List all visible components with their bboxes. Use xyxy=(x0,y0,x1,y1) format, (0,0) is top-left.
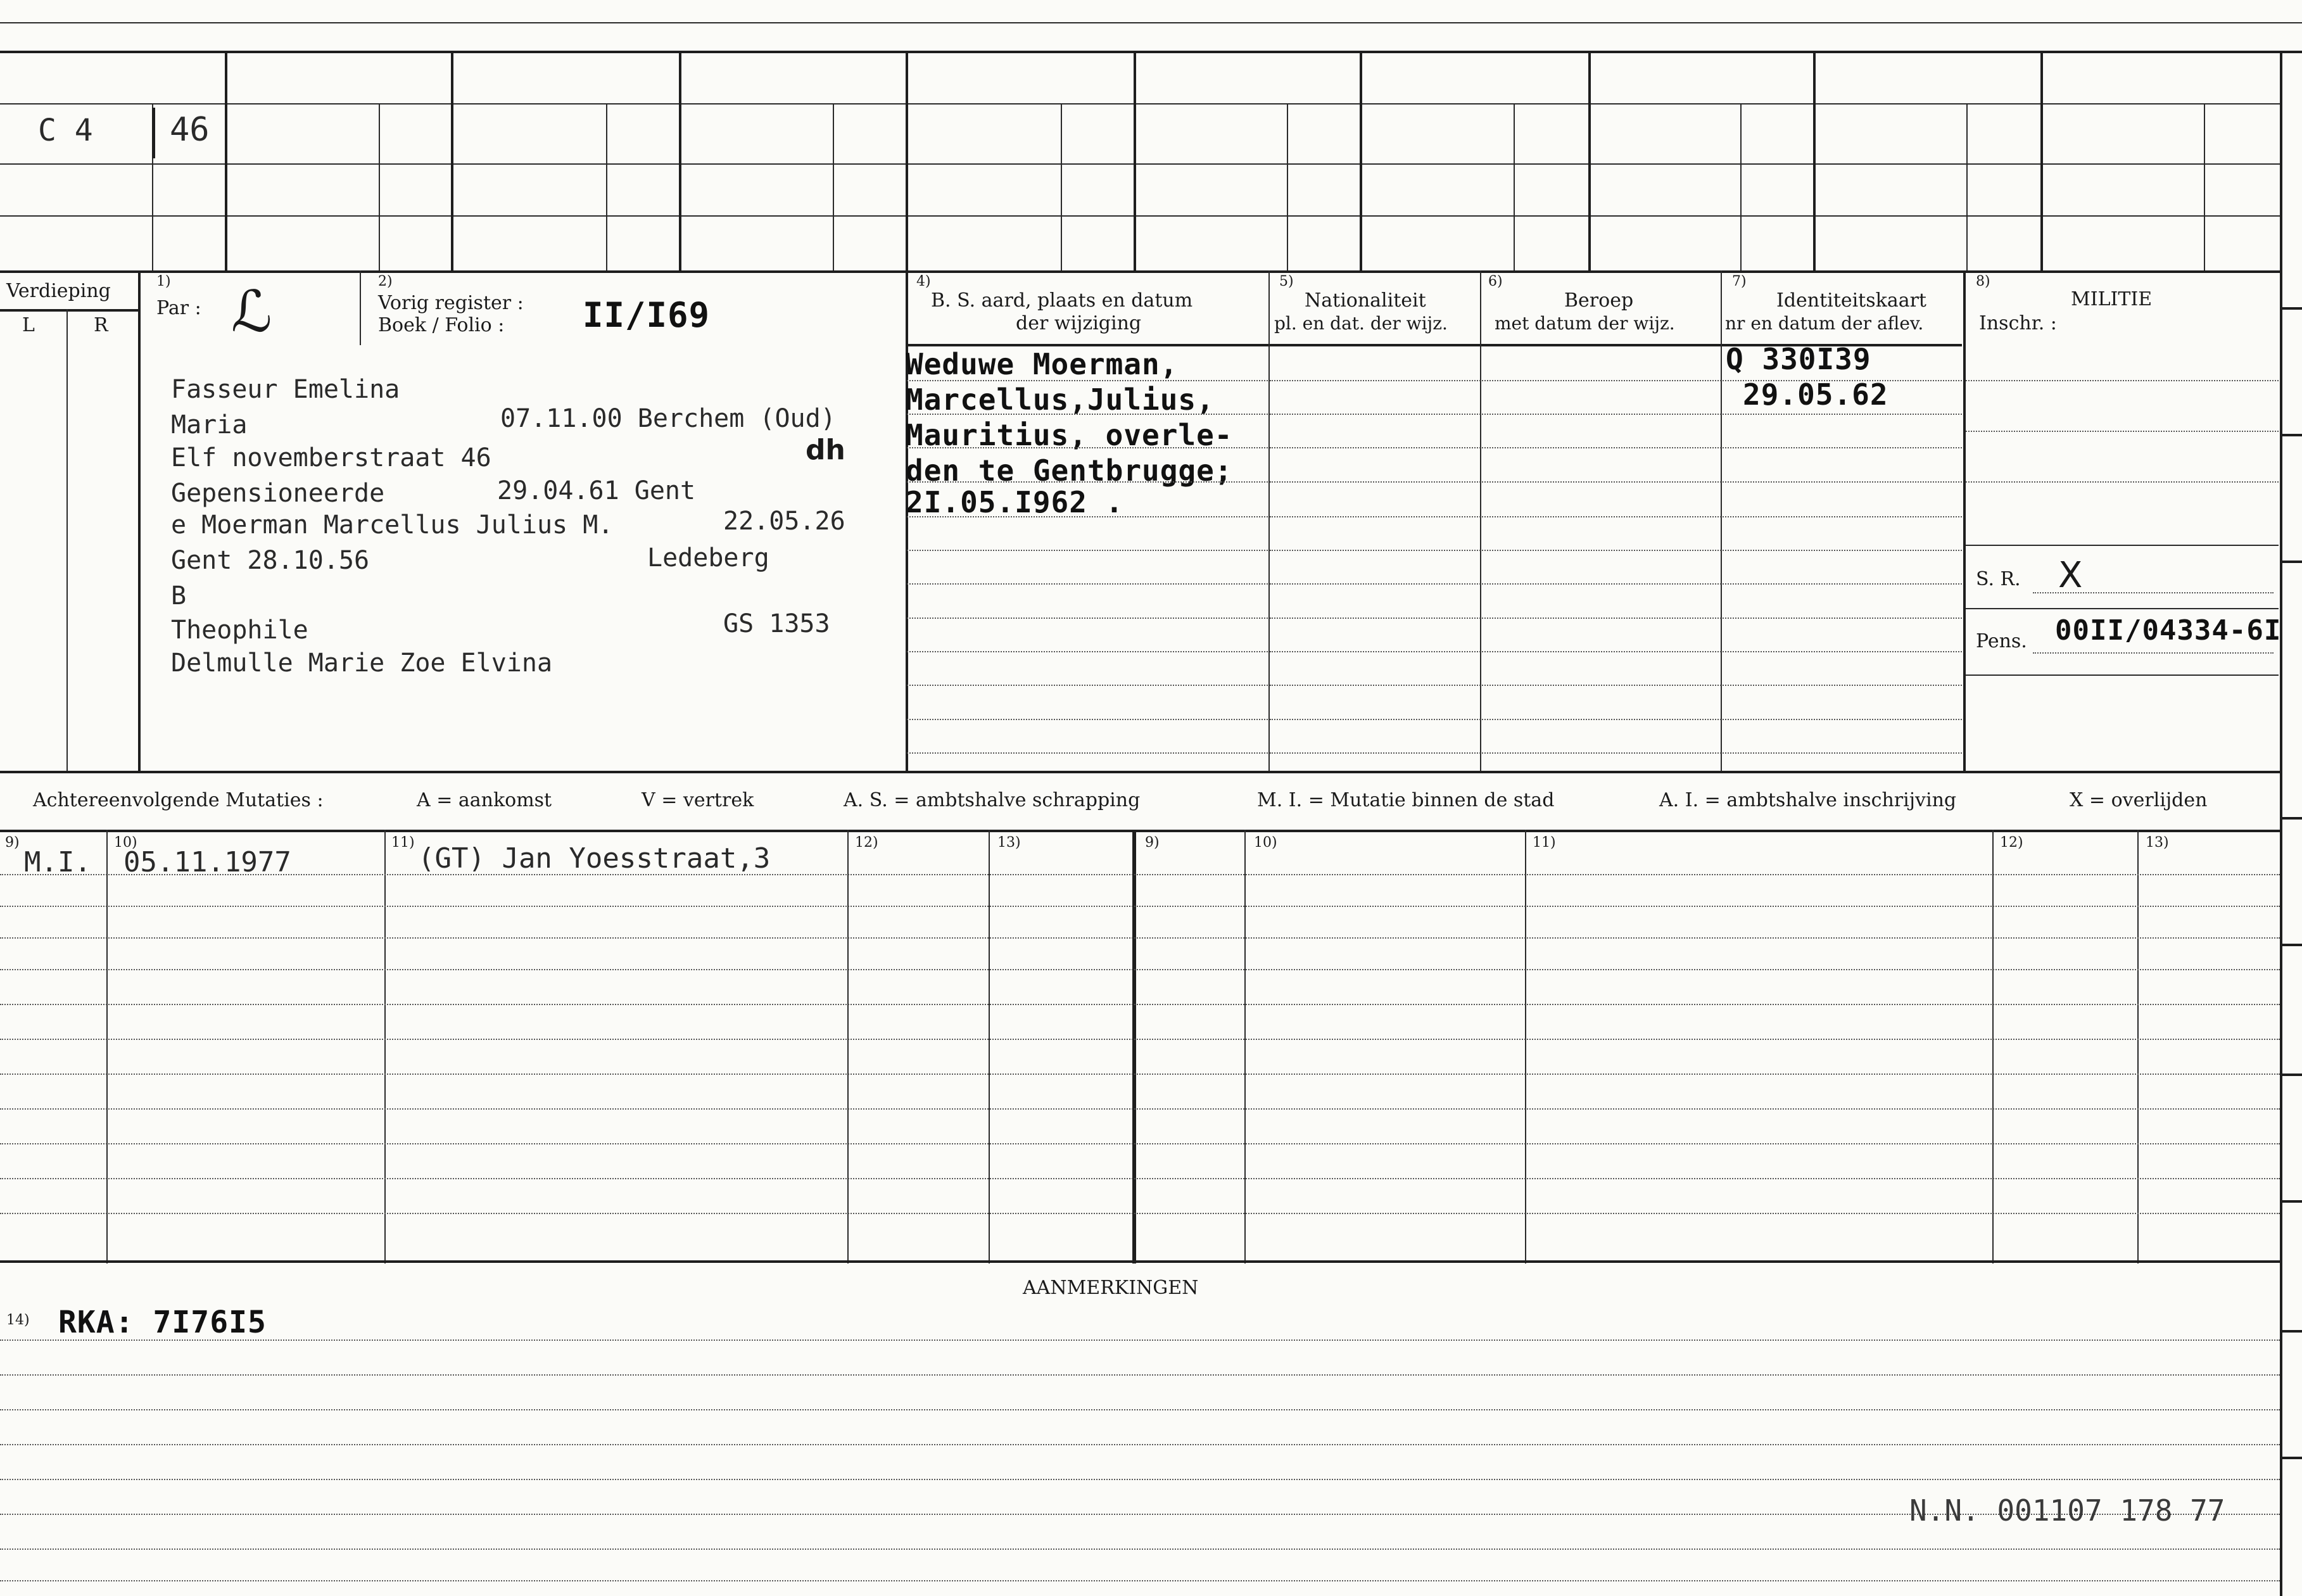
civil-status-line: Marcellus,Julius, xyxy=(906,383,1215,417)
r-label: R xyxy=(94,314,108,336)
legend-aankomst: A = aankomst xyxy=(417,789,552,811)
field-number: 5) xyxy=(1279,274,1294,289)
field-number: 2) xyxy=(378,274,393,289)
mutation-col-header: 11) xyxy=(391,835,415,851)
person-line-b: B xyxy=(171,581,187,611)
militie-label: MILITIE xyxy=(2071,288,2153,310)
sr-value: X xyxy=(2058,555,2083,596)
vorig-register-value: II/I69 xyxy=(583,295,711,335)
person-birth: 07.11.00 Berchem (Oud) xyxy=(500,404,836,433)
bs-header-line1: B. S. aard, plaats en datum xyxy=(931,289,1193,312)
mutation-col-header: 9) xyxy=(1145,835,1160,851)
field-number: 7) xyxy=(1732,274,1747,289)
pens-value: 00II/04334-6I xyxy=(2055,614,2282,647)
rka-number: RKA: 7I76I5 xyxy=(58,1305,267,1340)
civil-status-line: 2I.05.I962 . xyxy=(906,485,1124,519)
mutation-col-header: 9) xyxy=(5,835,20,851)
person-father: Theophile xyxy=(171,616,308,645)
civil-status-line: den te Gentbrugge; xyxy=(906,453,1233,488)
legend-vertrek: V = vertrek xyxy=(642,789,754,811)
field-number: 1) xyxy=(156,274,171,289)
civil-status-line: Weduwe Moerman, xyxy=(906,347,1179,381)
mutation-date: 05.11.1977 xyxy=(123,846,291,878)
person-occupation: Gepensioneerde xyxy=(171,479,385,508)
mutation-col-header: 13) xyxy=(997,835,1021,851)
identiteitskaart-line2: nr en datum der aflev. xyxy=(1725,313,1924,334)
mutation-address: (GT) Jan Yoesstraat,3 xyxy=(418,842,771,875)
mutation-col-header: 10) xyxy=(114,835,137,851)
identity-card-number: Q 330I39 xyxy=(1726,342,1871,376)
pens-label: Pens. xyxy=(1976,630,2027,652)
verdieping-label: Verdieping xyxy=(6,280,111,302)
legend-ambtshalve-inschrijving: A. I. = ambtshalve inschrijving xyxy=(1659,789,1957,811)
field-number: 6) xyxy=(1488,274,1503,289)
civil-status-line: Mauritius, overle- xyxy=(906,418,1233,452)
l-label: L xyxy=(22,314,35,336)
remarks-title: AANMERKINGEN xyxy=(1023,1277,1199,1299)
mutations-title: Achtereenvolgende Mutaties : xyxy=(33,789,324,811)
person-spouse-place: Gent 28.10.56 xyxy=(171,546,370,575)
nationaliteit-line1: Nationaliteit xyxy=(1305,289,1426,312)
identity-card-date: 29.05.62 xyxy=(1743,377,1888,412)
grid-cell-46: 46 xyxy=(170,111,210,149)
vorig-register-label: Vorig register : xyxy=(378,292,524,314)
field-number: 4) xyxy=(916,274,931,289)
beroep-line1: Beroep xyxy=(1564,289,1634,312)
address-mark: dh xyxy=(806,434,845,466)
person-gs-number: GS 1353 xyxy=(723,609,830,638)
legend-mutatie-binnen-stad: M. I. = Mutatie binnen de stad xyxy=(1257,789,1555,811)
person-name: Fasseur Emelina xyxy=(171,375,400,404)
par-handwritten-mark: ℒ xyxy=(231,279,272,345)
person-occupation-date: 29.04.61 Gent xyxy=(497,476,696,505)
mutation-col-header: 12) xyxy=(855,835,878,851)
legend-overlijden: X = overlijden xyxy=(2070,789,2208,811)
person-spouse-extra: Ledeberg xyxy=(647,543,769,573)
beroep-line2: met datum der wijz. xyxy=(1495,313,1675,334)
grid-cell-c4: C 4 xyxy=(38,113,93,148)
mutation-col-header: 10) xyxy=(1254,835,1277,851)
mutation-col-header: 13) xyxy=(2146,835,2169,851)
par-label: Par : xyxy=(156,297,201,319)
boek-folio-label: Boek / Folio : xyxy=(378,314,505,336)
sr-label: S. R. xyxy=(1976,568,2021,590)
nationaliteit-line2: pl. en dat. der wijz. xyxy=(1274,313,1448,334)
legend-ambtshalve-schrapping: A. S. = ambtshalve schrapping xyxy=(844,789,1141,811)
national-number: N.N. 001107 178 77 xyxy=(1909,1493,2225,1528)
person-address: Elf novemberstraat 46 xyxy=(171,443,491,472)
identiteitskaart-line1: Identiteitskaart xyxy=(1776,289,1926,312)
person-spouse: e Moerman Marcellus Julius M. xyxy=(171,510,614,540)
field-number: 14) xyxy=(6,1312,30,1328)
inschr-label: Inschr. : xyxy=(1979,312,2057,334)
person-mother: Delmulle Marie Zoe Elvina xyxy=(171,649,553,678)
mutation-col-header: 12) xyxy=(2000,835,2023,851)
person-firstname: Maria xyxy=(171,410,248,440)
mutation-type: M.I. xyxy=(24,846,91,878)
field-number: 8) xyxy=(1976,274,1990,289)
mutation-col-header: 11) xyxy=(1533,835,1556,851)
bs-header-line2: der wijziging xyxy=(1016,312,1142,334)
person-spouse-date: 22.05.26 xyxy=(723,507,845,536)
